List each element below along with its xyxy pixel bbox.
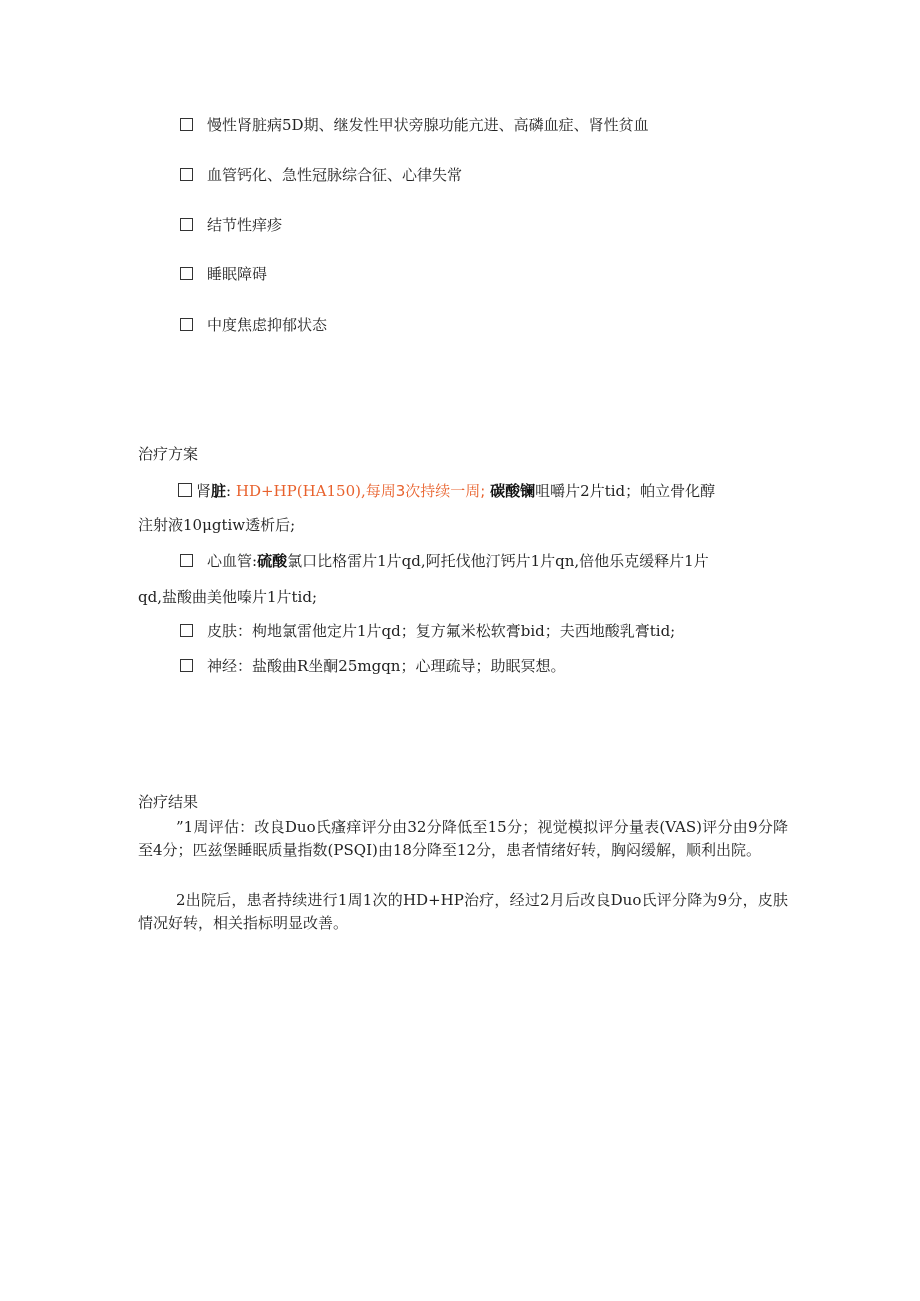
treatment-neuro (180, 656, 565, 676)
diagnosis-item-2 (180, 165, 462, 185)
diagnosis-item-text: 睡眠障碍 (207, 265, 268, 283)
neuro-text: 神经：盐酸曲R坐酮25mgqn；心理疏导；助眠冥想。 (207, 657, 566, 675)
kidney-label: 肾 (196, 482, 212, 500)
diagnosis-item-text: 结节性痒疹 (207, 216, 283, 234)
treatment-heading: 治疗方案 (138, 445, 199, 463)
treatment-cardio-line2: qd,盐酸曲美他嗪片1片tid; (138, 588, 317, 606)
cardio-rest: 氯口比格雷片1片qd,阿托伐他汀钙片1片qn,倍他乐克缓释片1片 (287, 552, 709, 570)
treatment-skin (180, 621, 675, 641)
checkbox-icon (180, 218, 193, 231)
cardio-bold-drug: 硫酸 (257, 552, 288, 570)
kidney-accent-a: HD+HP(HA150), (235, 482, 366, 500)
treatment-kidney-line2: 注射液10μgtiw透析后; (138, 516, 296, 534)
kidney-accent-b: 每周3次持续一周; (365, 482, 486, 500)
diagnosis-item-3 (180, 215, 282, 235)
diagnosis-item-5 (180, 315, 327, 335)
cardio-label: 心血管: (207, 552, 258, 570)
kidney-colon: : (226, 482, 232, 500)
kidney-rest: 咀嚼片2片tid；帕立骨化醇 (535, 482, 716, 500)
diagnosis-item-text: 血管钙化、急性冠脉综合征、心律失常 (207, 166, 463, 184)
diagnosis-item-1 (180, 115, 649, 135)
checkbox-icon (180, 118, 193, 131)
kidney-bold-drug: 碳酸镧 (490, 482, 536, 500)
treatment-kidney-line1 (178, 481, 715, 501)
results-paragraph-2: 2出院后，患者持续进行1周1次的HD+HP治疗，经过2月后改良Duo氏评分降为9分，皮肤情况好转，相关指标明显改善。 (138, 891, 788, 932)
checkbox-icon (180, 168, 193, 181)
checkbox-icon (178, 483, 192, 497)
checkbox-icon (180, 267, 193, 280)
diagnosis-item-text: 慢性肾脏病5D期、继发性甲状旁腺功能亢进、高磷血症、肾性贫血 (207, 116, 649, 134)
checkbox-icon (180, 554, 193, 567)
results-paragraph-1: ”1周评估：改良Duo氏瘙痒评分由32分降低至15分；视觉模拟评分量表(VAS)评分由9分降至4分；匹兹堡睡眠质量指数(PSQI)由18分降至12分，患者情绪好转，胸闷缓解，顺利出院。 (138, 818, 788, 859)
diagnosis-item-text: 中度焦虑抑郁状态 (207, 316, 328, 334)
results-heading: 治疗结果 (138, 793, 199, 811)
skin-text: 皮肤：枸地氯雷他定片1片qd；复方氟米松软膏bid；夫西地酸乳膏tid; (207, 622, 676, 640)
checkbox-icon (180, 624, 193, 637)
checkbox-icon (180, 318, 193, 331)
diagnosis-item-4 (180, 264, 267, 284)
kidney-label-bold: 脏 (211, 482, 227, 500)
treatment-cardio-line1 (180, 551, 709, 571)
checkbox-icon (180, 659, 193, 672)
